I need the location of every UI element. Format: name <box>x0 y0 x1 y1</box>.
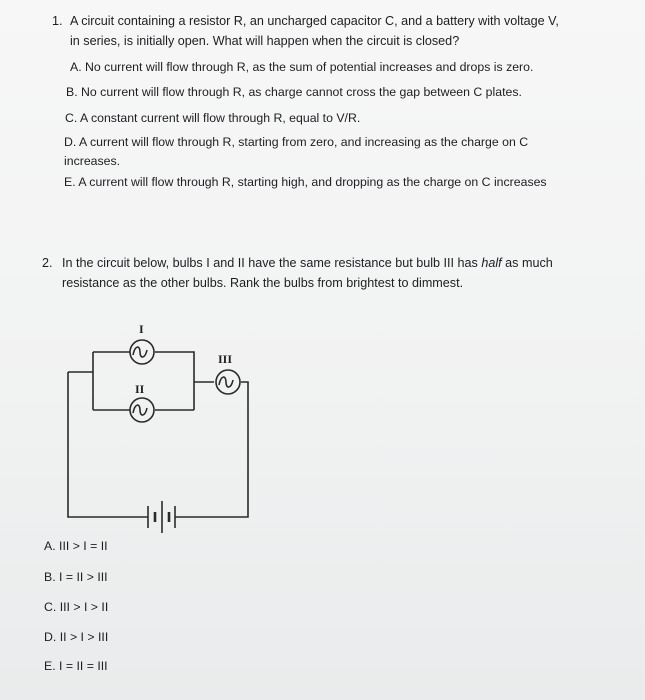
circuit-wire-right <box>175 382 248 517</box>
question-1-option-b: B. No current will flow through R, as charge cannot cross the gap between C plates. <box>66 85 522 99</box>
question-2-stem-text-b: as much <box>501 256 553 270</box>
circuit-wire-bulb1-right <box>155 352 194 410</box>
question-1-option-d-line1: D. A current will flow through R, starting from zero, and increasing as the charge on C <box>64 135 529 149</box>
bulb-1 <box>130 340 154 364</box>
question-1-number: 1. <box>52 14 63 28</box>
bulb-2 <box>130 398 154 422</box>
battery <box>148 501 175 533</box>
question-2-option-e: E. I = II = III <box>44 659 108 673</box>
question-1-option-d-line2: increases. <box>64 154 121 168</box>
bulb-3 <box>216 370 240 394</box>
question-1-stem-line2: in series, is initially open. What will happen when the circuit is closed? <box>70 34 460 48</box>
question-2-stem-line2: resistance as the other bulbs. Rank the bulbs from brightest to dimmest. <box>62 276 464 290</box>
question-1-option-e: E. A current will flow through R, starting high, and dropping as the charge on C increases <box>64 175 547 189</box>
question-1-stem-line1: A circuit containing a resistor R, an uncharged capacitor C, and a battery with voltage V, <box>70 14 559 28</box>
bulb-1-label: I <box>139 322 144 336</box>
question-2-option-b: B. I = II > III <box>44 570 108 584</box>
question-1-option-c: C. A constant current will flow through R, equal to V/R. <box>65 111 361 125</box>
question-2-option-c: C. III > I > II <box>44 600 109 614</box>
bulb-3-label: III <box>218 352 233 366</box>
question-1-option-a: A. No current will flow through R, as the sum of potential increases and drops is zero. <box>70 60 534 74</box>
bulb-2-label: II <box>135 382 145 396</box>
question-2-option-a: A. III > I = II <box>44 539 108 553</box>
question-2-number: 2. <box>42 256 53 270</box>
question-2-stem-emphasis: half <box>481 256 502 270</box>
question-2-option-d: D. II > I > III <box>44 630 109 644</box>
question-2-stem-text-a: In the circuit below, bulbs I and II have the same resistance but bulb III has <box>62 256 482 270</box>
